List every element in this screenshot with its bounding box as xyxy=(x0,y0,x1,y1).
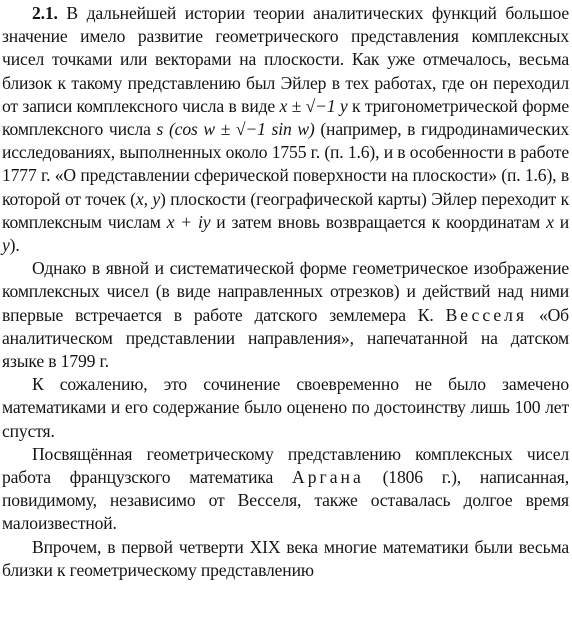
section-number: 2.1. xyxy=(32,3,58,23)
formula-x-pm-sqrt-y: x ± √−1 y xyxy=(279,95,348,116)
formula-x-plus-iy: x + iy xyxy=(166,211,211,232)
paragraph-1-text-e: и затем вновь возвращается к координатам xyxy=(210,211,547,232)
paragraph-2-text-a: Однако в явной и систематической форме геометрическое изображение комплексных чисел (в виде направленных отрезков) и действий над ними впервые встречается в работе датского землемера К. xyxy=(2,258,569,325)
formula-y: y xyxy=(2,235,10,256)
paragraph-1-text-a: В дальнейшей истории теории аналитических функций большое значение имело развитие геометрического представления комплексных чисел точками или векторами на плоскости. Как уже отмечалось, весьма близок к такому представлению был Эйлер в тех работах, где он переходил от записи комплексного числа в виде xyxy=(2,3,569,116)
formula-x: x xyxy=(546,211,554,232)
paragraph-5: Впрочем, в первой четверти XIX века многие математики были весьма близки к геометрическому представлению xyxy=(2,536,569,580)
paragraph-3: К сожалению, это сочинение своевременно не было замечено математиками и его содержание было оценено по достоинству лишь 100 лет спустя. xyxy=(2,374,569,441)
person-name-wessel: Весселя xyxy=(445,304,528,325)
person-name-argand: Аргана xyxy=(292,467,364,488)
paragraph-4-text-b: (1806 г.), написанная, повидимому, независимо от Весселя, также оставалась долгое время малоизвестной. xyxy=(2,467,569,534)
paragraph-1-text-d: ) плоскости (географической карты) Эйлер переходит к комплексным числам xyxy=(2,188,570,232)
paragraph-1-text-g: ). xyxy=(9,235,20,256)
paragraph-2-text-b: «Об аналитическом представлении направления», напечатанной на датском языке в 1799 г. xyxy=(2,304,569,372)
paragraph-1 xyxy=(2,0,569,257)
paragraph-1-text-f: и xyxy=(553,211,569,232)
formula-point-xy: x, y xyxy=(135,188,160,209)
formula-trig-form: s (cos w ± √−1 sin w) xyxy=(156,119,315,140)
paragraph-4-text-a: Посвящённая геометрическому представлению комплексных чисел работа французского математика xyxy=(2,443,569,488)
paragraph-2 xyxy=(2,257,569,373)
paragraph-1-text-c: (например, в гидродинамических исследованиях, выполненных около 1755 г. (п. 1.6), и в особенности в работе 1777 г. «О представлении сферической поверхности на плоскости» (п. 1.6), в которой от точек ( xyxy=(2,119,569,209)
paragraph-4 xyxy=(2,443,569,536)
document-page xyxy=(2,0,569,582)
paragraph-1-text-b: к тригонометрической форме комплексного числа xyxy=(2,95,569,140)
